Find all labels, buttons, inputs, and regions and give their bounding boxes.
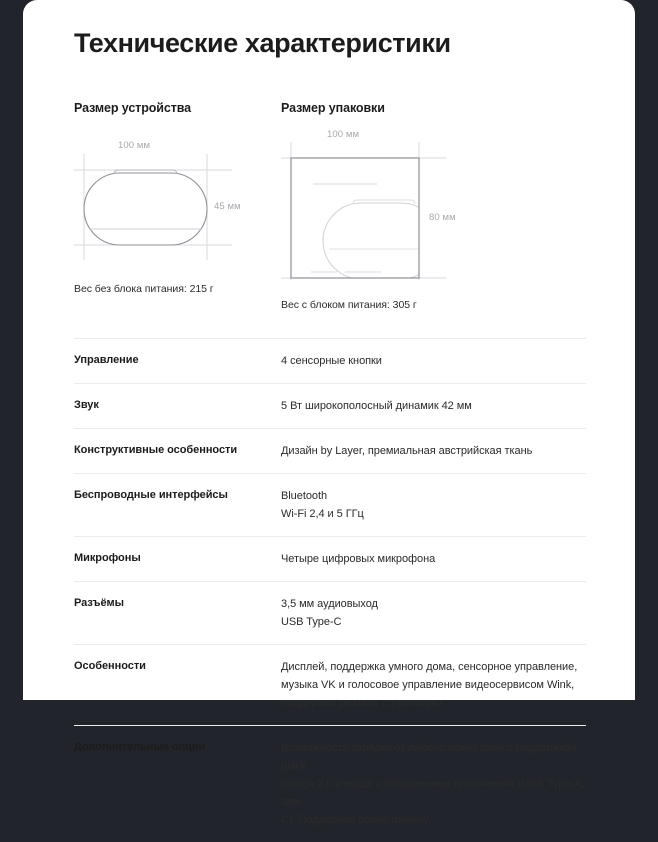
package-size-column [281,100,581,312]
spec-value-line: Bluetooth [281,490,328,502]
table-row [74,428,586,473]
spec-value-line: Четыре цифровых микрофона [281,553,436,565]
spec-value-line: C). Поддержка power delivery. [281,814,431,826]
device-width-label: 100 мм [118,140,151,151]
table-row [74,644,586,725]
spec-value-line: Дисплей, поддержка умного дома, сенсорное управление, [281,661,578,673]
page-title: Технические характеристики [74,28,451,58]
spec-value [281,658,586,712]
spec-value-line: музыка VK и голосовое управление видеосервисом Wink, [281,679,575,691]
spec-value-line: 4 сенсорные кнопки [281,355,382,367]
package-height-label: 80 мм [429,212,456,223]
page-card [23,0,635,826]
spec-label: Дополнительные опции [74,741,206,753]
spec-label: Беспроводные интерфейсы [74,489,228,501]
spec-value [281,595,586,631]
device-height-label: 45 мм [214,201,241,212]
table-row [74,536,586,581]
package-weight-note: Вес с блоком питания: 305 г [281,299,417,311]
package-size-heading: Размер упаковки [281,101,385,115]
spec-value [281,397,586,415]
spec-label: Особенности [74,660,146,672]
spec-value [281,487,586,523]
spec-value-line: USB Type-C [281,616,342,628]
spec-value-line: поддержка режима стереопары [281,697,442,709]
spec-value-line: Возможность зарядки от любого power bank с поддержкой quick [281,742,577,772]
spec-label: Конструктивные особенности [74,444,238,456]
spec-value [281,739,586,829]
device-size-column [74,100,281,312]
spec-value-line: Дизайн by Layer, премиальная австрийская ткань [281,445,533,457]
table-row [74,581,586,644]
spec-value-line: charge 2.0 и выше с повышением напряжения (USB Type-A, type- [281,778,585,808]
table-row [74,338,586,383]
table-row [74,383,586,428]
device-drawing [74,132,281,264]
spec-value-line: Wi-Fi 2,4 и 5 ГГц [281,508,364,520]
spec-value [281,352,586,370]
spec-label: Микрофоны [74,552,141,564]
spec-value [281,550,586,568]
table-row [74,473,586,536]
specifications-table [74,338,586,842]
spec-label: Звук [74,399,99,411]
package-drawing [281,132,541,280]
spec-value [281,442,586,460]
spec-value-line: 3,5 мм аудиовыход [281,598,378,610]
device-weight-note: Вес без блока питания: 215 г [74,283,214,295]
package-dimension-figure [281,129,581,280]
dimensions-section [74,100,607,312]
device-dimension-figure [74,132,281,264]
spec-value-line: 5 Вт широкополосный динамик 42 мм [281,400,472,412]
spec-label: Разъёмы [74,597,124,609]
package-width-label: 100 мм [327,129,360,140]
table-row [74,725,586,842]
spec-label: Управление [74,354,139,366]
device-size-heading: Размер устройства [74,101,192,115]
